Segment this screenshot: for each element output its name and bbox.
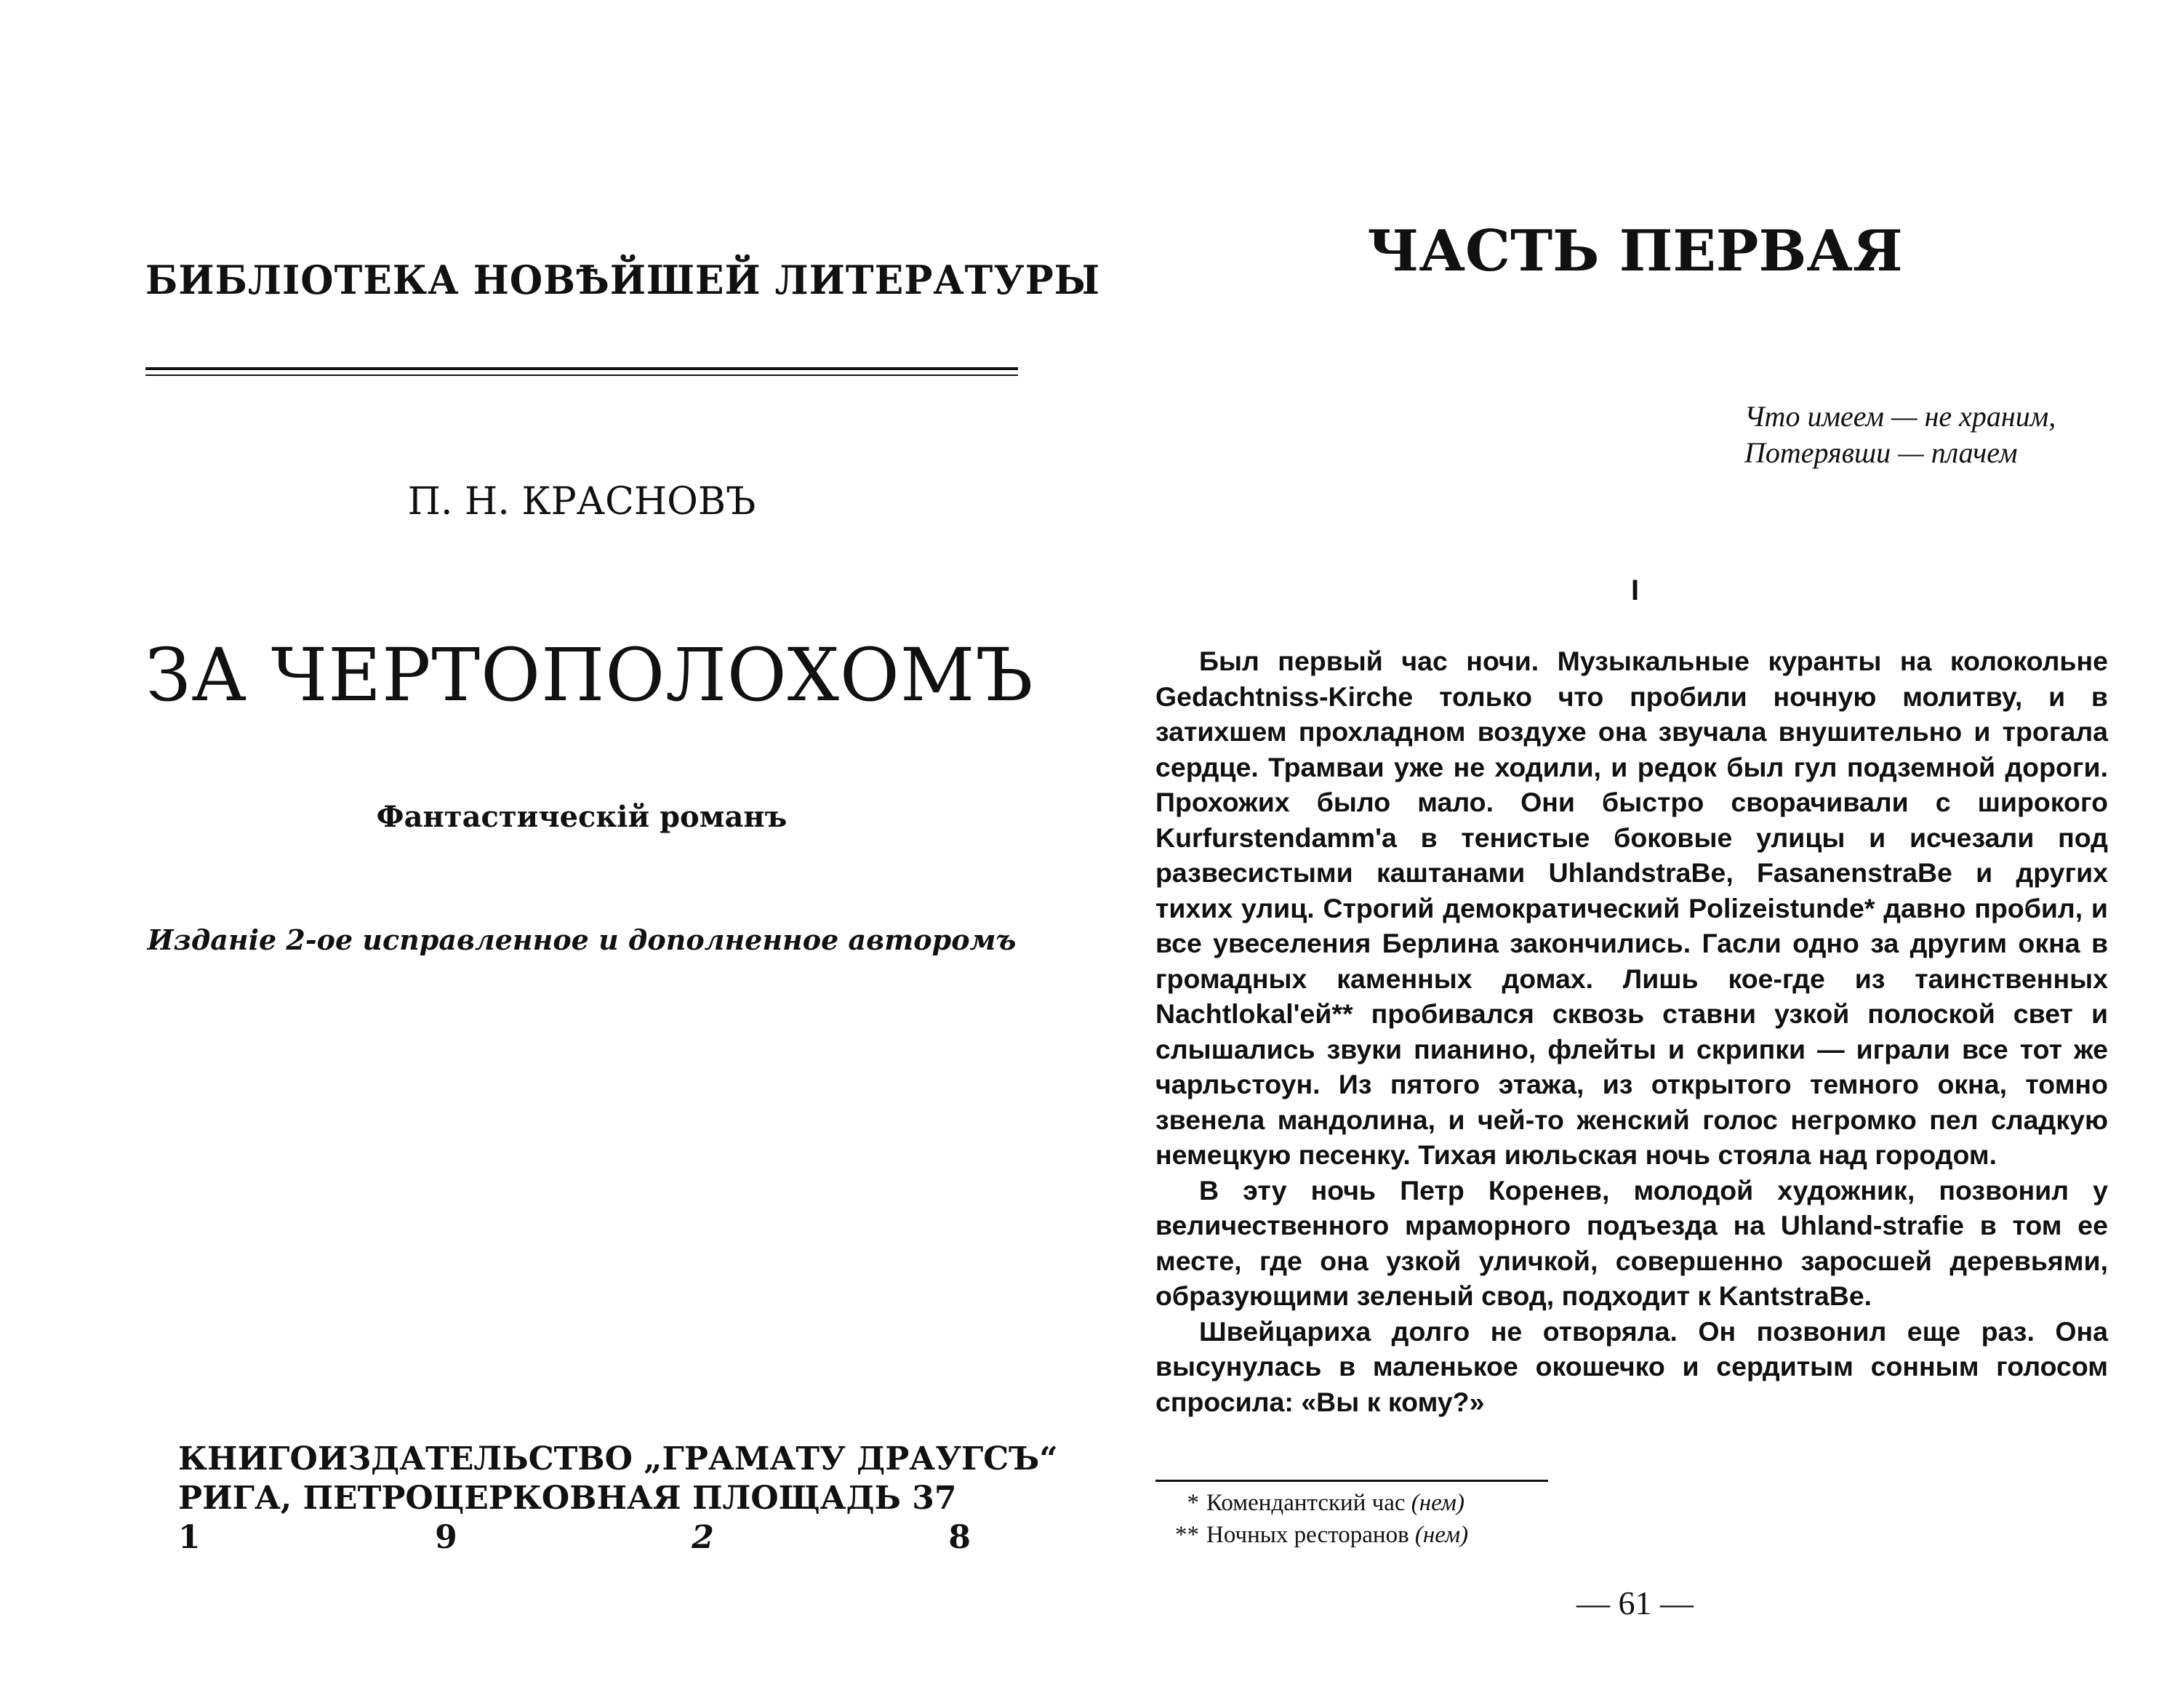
footnote-divider — [1155, 1480, 1548, 1482]
footnote-language-note: (нем) — [1411, 1490, 1464, 1516]
year-digit: 9 — [435, 1519, 457, 1556]
paragraph: В эту ночь Петр Коренев, молодой художник, позвонил у величественного мраморного подъезда на Uhland-strafie в том ее месте, где она узкой уличкой, совершенно заросшей деревьями, образующими зеленый свод, подходит к KantstraBe. — [1155, 1174, 2108, 1311]
publisher-address: РИГА, ПЕТРОЦЕРКОВНАЯ ПЛОЩАДЬ 37 — [178, 1480, 957, 1517]
footnote — [1163, 1519, 1817, 1551]
paragraph: Был первый час ночи. Музыкальные куранты на колокольне Gedachtniss-Kirche только что пробили ночную молитву, и в затихшем прохладном воздухе она звучала внушительно и трогала сердце. Трамваи уже не ходили, и редок был гул подземной дороги. Прохожих было мало. Они быстро сворачивали с широкого Kurfurstendamm'a в тенистые боковые улицы и исчезали под развесистыми каштанами UhlandstraBe, FasanenstraBe и других тихих улиц. Строгий демократический Polizeistunde* давно пробил, и все увеселения Берлина закончились. Гасли одно за другим окна в громадных каменных домах. Лишь кое-где из таинственных Nachtlokal'ей** пробивался сквозь ставни узкой полоской свет и слышались звуки пианино, флейты и скрипки — играли все тот же чарльстоун. Из пятого этажа, из открытого темного окна, томно звенела мандолина, и чей-то женский голос негромко пел сладкую немецкую песенку. Тихая июльская ночь стояла над городом. — [1155, 646, 2108, 1170]
epigraph-line: Потерявши — плачем — [1744, 436, 2018, 469]
footnote-mark: * — [1187, 1490, 1199, 1516]
footnote-text: Ночных ресторанов — [1206, 1522, 1409, 1548]
footnote — [1163, 1487, 1817, 1519]
double-rule-bottom — [145, 374, 1018, 376]
chapter-number: I — [1630, 574, 1640, 606]
page-number: — 61 — — [1576, 1584, 1694, 1621]
year-digit: 1 — [178, 1519, 201, 1556]
publisher-name: КНИГОИЗДАТЕЛЬСТВО „ГРАМАТУ ДРАУГСЪ“ — [178, 1440, 1058, 1478]
footnotes — [1163, 1487, 1817, 1551]
paragraph: Швейцариха долго не отворяла. Он позвонил еще раз. Она высунулась в маленькое окошечко и сердитым сонным голосом спросила: «Вы к кому?» — [1155, 1315, 2108, 1417]
publication-year — [178, 1518, 971, 1557]
part-title: ЧАСТЬ ПЕРВАЯ — [1367, 218, 1903, 284]
series-title: БИБЛIОТЕКА НОВѢЙШЕЙ ЛИТЕРАТУРЫ — [145, 257, 1101, 304]
footnote-mark: ** — [1175, 1522, 1199, 1548]
footnote-text: Комендантский час — [1206, 1490, 1406, 1516]
book-title: ЗА ЧЕРТОПОЛОХОМЪ — [145, 633, 1034, 718]
book-subtitle: Фантастическiй романъ — [376, 800, 788, 834]
footnote-language-note: (нем) — [1414, 1522, 1469, 1548]
chapter-text — [1155, 643, 2108, 1419]
year-digit: 8 — [948, 1519, 971, 1556]
year-digit: 2 — [692, 1519, 714, 1556]
edition-note: Изданiе 2-ое исправленное и дополненное авторомъ — [147, 923, 1017, 956]
epigraph-line: Что имеем — не храним, — [1744, 400, 2056, 433]
author-name: П. Н. КРАСНОВЪ — [407, 480, 756, 524]
double-rule-top — [145, 367, 1018, 370]
publisher-block — [178, 1440, 1058, 1557]
right-page — [1090, 0, 2180, 1708]
epigraph — [1744, 398, 2108, 471]
